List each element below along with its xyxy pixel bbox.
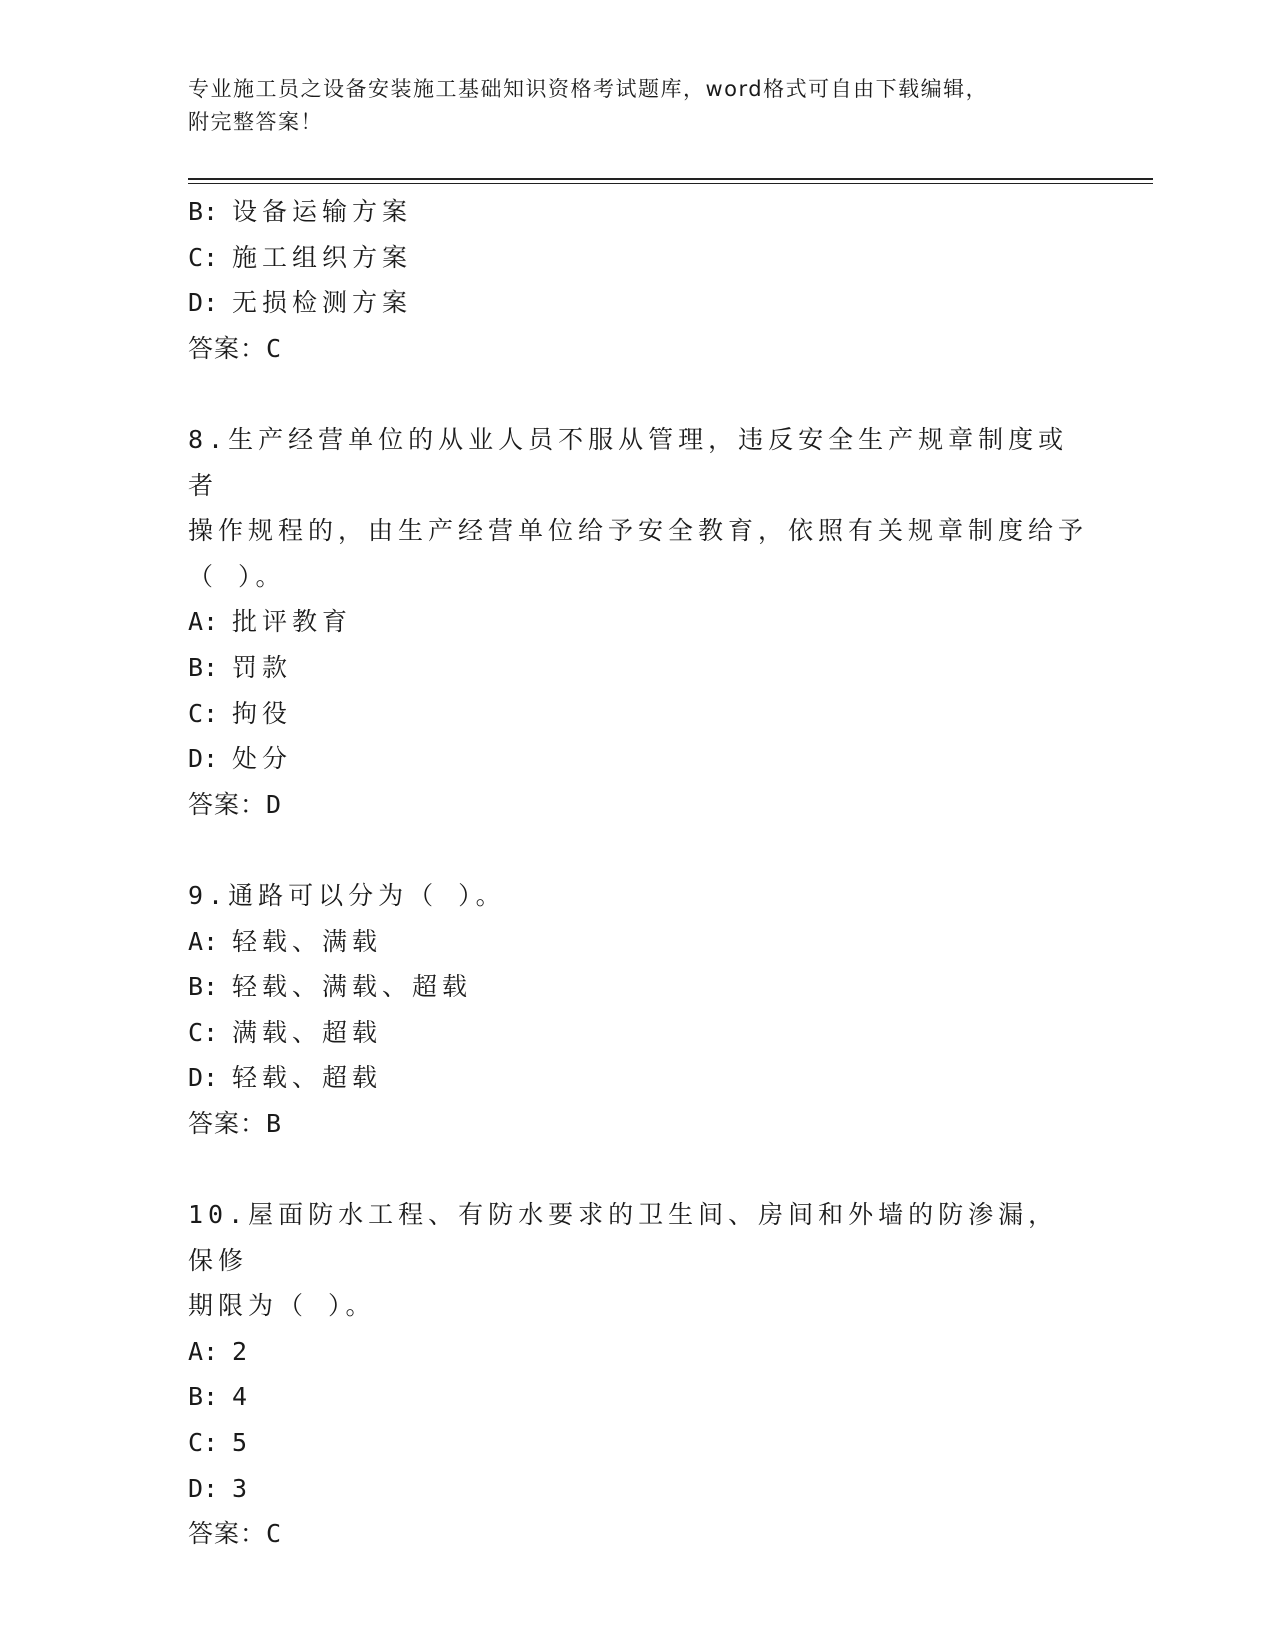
- spacer: [188, 827, 1088, 873]
- option-a: [188, 1329, 1088, 1375]
- option-c: [188, 1420, 1088, 1466]
- option-d: [188, 736, 1088, 782]
- answer-value: C: [266, 333, 283, 363]
- option-d: [188, 1466, 1088, 1512]
- option-text: 4: [232, 1382, 253, 1412]
- option-text: 设备运输方案: [232, 197, 413, 226]
- option-text: 处分: [232, 744, 293, 774]
- option-letter: A:: [188, 1336, 219, 1366]
- option-b: [188, 189, 1088, 235]
- question-text-line: 期限为（ ）。: [188, 1291, 376, 1321]
- option-b: [188, 1374, 1088, 1420]
- header-line-1: 专业施工员之设备安装施工基础知识资格考试题库，word格式可自由下载编辑，: [188, 77, 989, 101]
- question-text-line: 10.屋面防水工程、有防水要求的卫生间、房间和外墙的防渗漏，保修: [188, 1200, 1059, 1275]
- option-text: 轻载、满载: [232, 926, 383, 956]
- answer-line: [188, 782, 1088, 828]
- spacer: [188, 1146, 1088, 1192]
- header-divider-thick: [188, 178, 1153, 180]
- option-text: 满载、超载: [232, 1017, 383, 1047]
- option-letter: C:: [188, 1428, 219, 1458]
- answer-value: D: [266, 789, 283, 819]
- option-letter: D:: [188, 1473, 219, 1503]
- spacer: [188, 371, 1088, 417]
- option-letter: C:: [188, 698, 219, 728]
- question-text-line: （ ）。: [188, 561, 286, 591]
- option-letter: D:: [188, 744, 219, 774]
- option-b: [188, 645, 1088, 691]
- option-text: 2: [232, 1336, 253, 1366]
- option-c: [188, 1010, 1088, 1056]
- option-letter: D:: [188, 288, 219, 318]
- answer-label: 答案：: [188, 333, 267, 363]
- question-text-line: 操作规程的，由生产经营单位给予安全教育，依照有关规章制度给予: [188, 516, 1089, 546]
- question-text-line: 8.生产经营单位的从业人员不服从管理，违反安全生产规章制度或者: [188, 424, 1069, 500]
- question-content: [188, 189, 1088, 1557]
- answer-label: 答案：: [188, 1108, 267, 1138]
- option-text: 5: [232, 1428, 253, 1458]
- option-text: 3: [232, 1473, 253, 1503]
- option-letter: B:: [188, 197, 219, 226]
- answer-value: C: [266, 1519, 283, 1549]
- answer-line: [188, 326, 1088, 372]
- option-b: [188, 964, 1088, 1010]
- answer-value: B: [266, 1108, 283, 1138]
- option-text: 施工组织方案: [232, 242, 413, 272]
- option-a: [188, 599, 1088, 645]
- question-10-block: [188, 1192, 1088, 1557]
- question-text-line: 9.通路可以分为（ ）。: [188, 880, 506, 910]
- question-9-block: [188, 873, 1088, 1147]
- option-letter: C:: [188, 1017, 219, 1047]
- answer-line: [188, 1101, 1088, 1147]
- answer-label: 答案：: [188, 789, 267, 819]
- option-letter: C:: [188, 242, 219, 272]
- option-letter: B:: [188, 1382, 219, 1412]
- option-letter: A:: [188, 607, 219, 637]
- page-header: [188, 73, 1068, 139]
- option-c: [188, 691, 1088, 737]
- option-text: 拘役: [232, 698, 293, 728]
- option-c: [188, 235, 1088, 281]
- answer-line: [188, 1511, 1088, 1557]
- question-8-block: [188, 417, 1088, 827]
- option-d: [188, 1055, 1088, 1101]
- option-letter: D:: [188, 1063, 219, 1093]
- header-line-2: 附完整答案！: [188, 110, 323, 134]
- option-text: 批评教育: [232, 607, 353, 637]
- option-text: 轻载、超载: [232, 1063, 383, 1093]
- option-text: 无损检测方案: [232, 288, 413, 318]
- option-d: [188, 280, 1088, 326]
- prev-question-block: [188, 189, 1088, 371]
- answer-label: 答案：: [188, 1519, 267, 1549]
- option-letter: A:: [188, 926, 219, 956]
- option-letter: B:: [188, 652, 219, 682]
- option-text: 轻载、满载、超载: [232, 972, 473, 1002]
- option-letter: B:: [188, 972, 219, 1002]
- option-a: [188, 919, 1088, 965]
- option-text: 罚款: [232, 652, 293, 682]
- header-divider-thin: [188, 183, 1153, 184]
